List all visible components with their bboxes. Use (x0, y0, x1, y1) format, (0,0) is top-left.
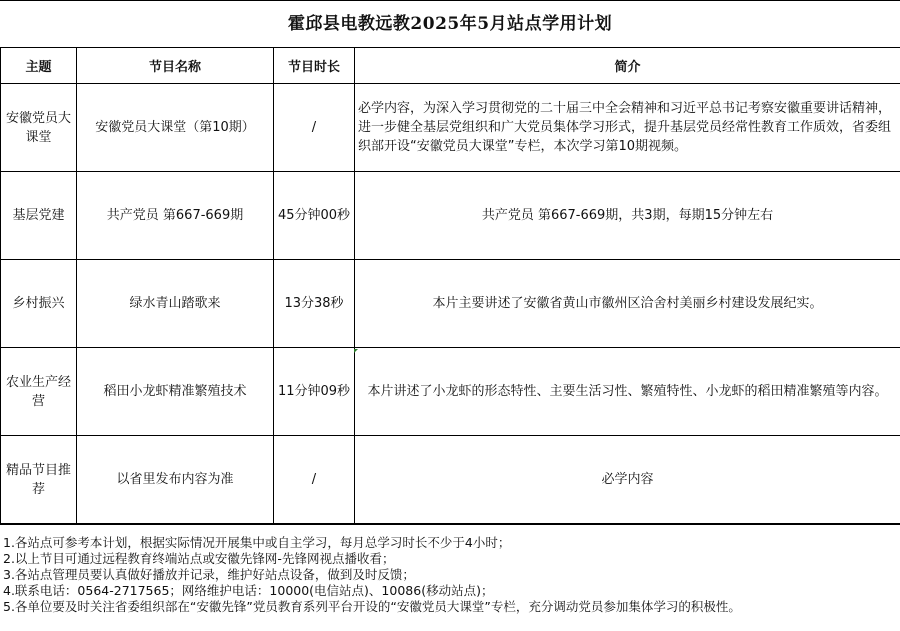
table-row (1, 436, 900, 524)
header-intro: 简介 (355, 48, 900, 84)
note-line: 4.联系电话：0564-2717565；网络维护电话：10000(电信站点)、10086(移动站点)； (3, 583, 494, 598)
cell-program: 绿水青山踏歌来 (77, 260, 274, 348)
plan-table (0, 47, 900, 524)
header-duration: 节目时长 (274, 48, 355, 84)
cell-duration: 11分钟09秒 (274, 348, 355, 436)
cell-duration: 45分钟00秒 (274, 172, 355, 260)
cell-theme: 乡村振兴 (1, 260, 77, 348)
note-line: 5.各单位要及时关注省委组织部在“安徽先锋”党员教育系列平台开设的“安徽党员大课堂”专栏，充分调动党员参加集体学习的积极性。 (3, 599, 741, 614)
cell-theme: 农业生产经营 (1, 348, 77, 436)
cell-program: 安徽党员大课堂（第10期） (77, 84, 274, 172)
table-row (1, 84, 900, 172)
cell-comment-marker-icon (354, 349, 358, 353)
table-row (1, 172, 900, 260)
cell-intro: 本片主要讲述了安徽省黄山市徽州区洽舍村美丽乡村建设发展纪实。 (355, 260, 900, 348)
cell-theme: 精品节目推荐 (1, 436, 77, 524)
note-line: 1.各站点可参考本计划，根据实际情况开展集中或自主学习，每月总学习时长不少于4小时； (3, 535, 511, 550)
notes-section (0, 524, 900, 615)
page-title: 霍邱县电教远教2025年5月站点学用计划 (0, 0, 900, 47)
cell-intro: 必学内容 (355, 436, 900, 524)
cell-theme: 安徽党员大课堂 (1, 84, 77, 172)
note-line: 2.以上节目可通过远程教育终端站点或安徽先锋网-先锋网视点播收看； (3, 551, 395, 566)
table-row (1, 260, 900, 348)
cell-theme: 基层党建 (1, 172, 77, 260)
cell-duration: 13分38秒 (274, 260, 355, 348)
cell-program: 稻田小龙虾精准繁殖技术 (77, 348, 274, 436)
cell-duration: / (274, 436, 355, 524)
cell-intro: 必学内容，为深入学习贯彻党的二十届三中全会精神和习近平总书记考察安徽重要讲话精神，进一步健全基层党组织和广大党员集体学习形式，提升基层党员经常性教育工作质效，省委组织部开设“安徽党员大课堂”专栏，本次学习第10期视频。 (355, 84, 900, 172)
note-line: 3.各站点管理员要认真做好播放并记录，维护好站点设备，做到及时反馈； (3, 567, 415, 582)
header-theme: 主题 (1, 48, 77, 84)
header-program: 节目名称 (77, 48, 274, 84)
cell-duration: / (274, 84, 355, 172)
cell-program: 以省里发布内容为准 (77, 436, 274, 524)
cell-program: 共产党员 第667-669期 (77, 172, 274, 260)
table-row (1, 348, 900, 436)
table-header-row (1, 48, 900, 84)
cell-intro: 本片讲述了小龙虾的形态特性、主要生活习性、繁殖特性、小龙虾的稻田精准繁殖等内容。 (355, 348, 900, 436)
cell-intro: 共产党员 第667-669期，共3期，每期15分钟左右 (355, 172, 900, 260)
